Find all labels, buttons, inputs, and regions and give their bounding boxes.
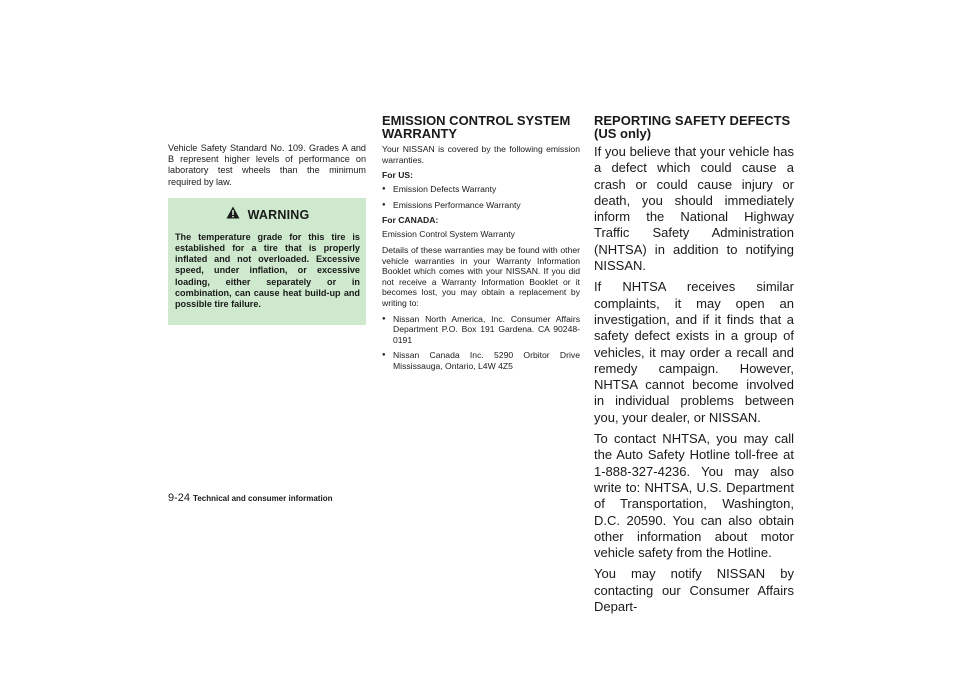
list-item: ● Nissan Canada Inc. 5290 Orbitor Drive Mississauga, Ontario, L4W 4Z5 <box>382 350 580 371</box>
warning-title: WARNING <box>247 207 310 222</box>
paragraph: If NHTSA receives similar complaints, it may open an investigation, and if it finds that a safety defect exists in a group of vehicles, it may order a recall and remedy campaign. However, NHTSA cannot become involved in individual problems between you, your dealer, or NISSAN. <box>594 279 794 425</box>
section-title: Technical and consumer information <box>193 494 333 503</box>
paragraph: You may notify NISSAN by contacting our Consumer Affairs Depart- <box>594 566 794 615</box>
page-number: 9-24 <box>168 492 191 504</box>
warning-box <box>168 198 366 325</box>
warning-triangle-icon <box>226 206 240 224</box>
canada-warranty: Emission Control System Warranty <box>382 229 515 240</box>
canada-label: For CANADA: <box>382 215 439 226</box>
page-footer <box>168 492 332 504</box>
warning-header <box>175 204 360 226</box>
list-item: ● Nissan North America, Inc. Consumer Affairs Department P.O. Box 191 Gardena. CA 90248-0191 <box>382 314 580 346</box>
column-3 <box>594 114 794 620</box>
list-item: ● Emissions Performance Warranty <box>382 200 580 211</box>
us-warranty-list <box>382 184 580 210</box>
column-1 <box>168 143 366 325</box>
emission-intro: Your NISSAN is covered by the following emission warranties. <box>382 144 580 165</box>
list-item: ● Emission Defects Warranty <box>382 184 580 195</box>
safety-defects-heading: REPORTING SAFETY DEFECTS (US only) <box>594 113 791 141</box>
warranty-details: Details of these warranties may be found with other vehicle warranties in your Warranty Information Booklet which comes with your NISSAN. If you did not receive a Warranty Information Booklet or it becomes lost, you may obtain a replacement by writing to: <box>382 244 580 308</box>
emission-warranty-heading: EMISSION CONTROL SYSTEM WARRANTY <box>382 113 571 141</box>
column-2 <box>382 114 580 377</box>
address-list <box>382 314 580 372</box>
us-label: For US: <box>382 170 414 181</box>
paragraph: To contact NHTSA, you may call the Auto Safety Hotline toll-free at 1-888-327-4236. You may also write to: NHTSA, U.S. Department of Transportation, Washington, D.C. 20590. You can also obtain other information about motor vehicle safety from the Hotline. <box>594 431 794 561</box>
warning-text: The temperature grade for this tire is established for a tire that is properly inflated and not overloaded. Excessive speed, under inflation, or excessive loading, either separately or in combination, can cause heat build-up and possible tire failure. <box>175 231 360 310</box>
paragraph: If you believe that your vehicle has a defect which could cause a crash or could cause injury or death, you should immediately inform the National Highway Traffic Safety Administration (NHTSA) in addition to notifying NISSAN. <box>594 144 794 274</box>
tire-grade-intro: Vehicle Safety Standard No. 109. Grades A and B represent higher levels of performance on laboratory test wheels than the minimum required by law. <box>168 143 366 187</box>
